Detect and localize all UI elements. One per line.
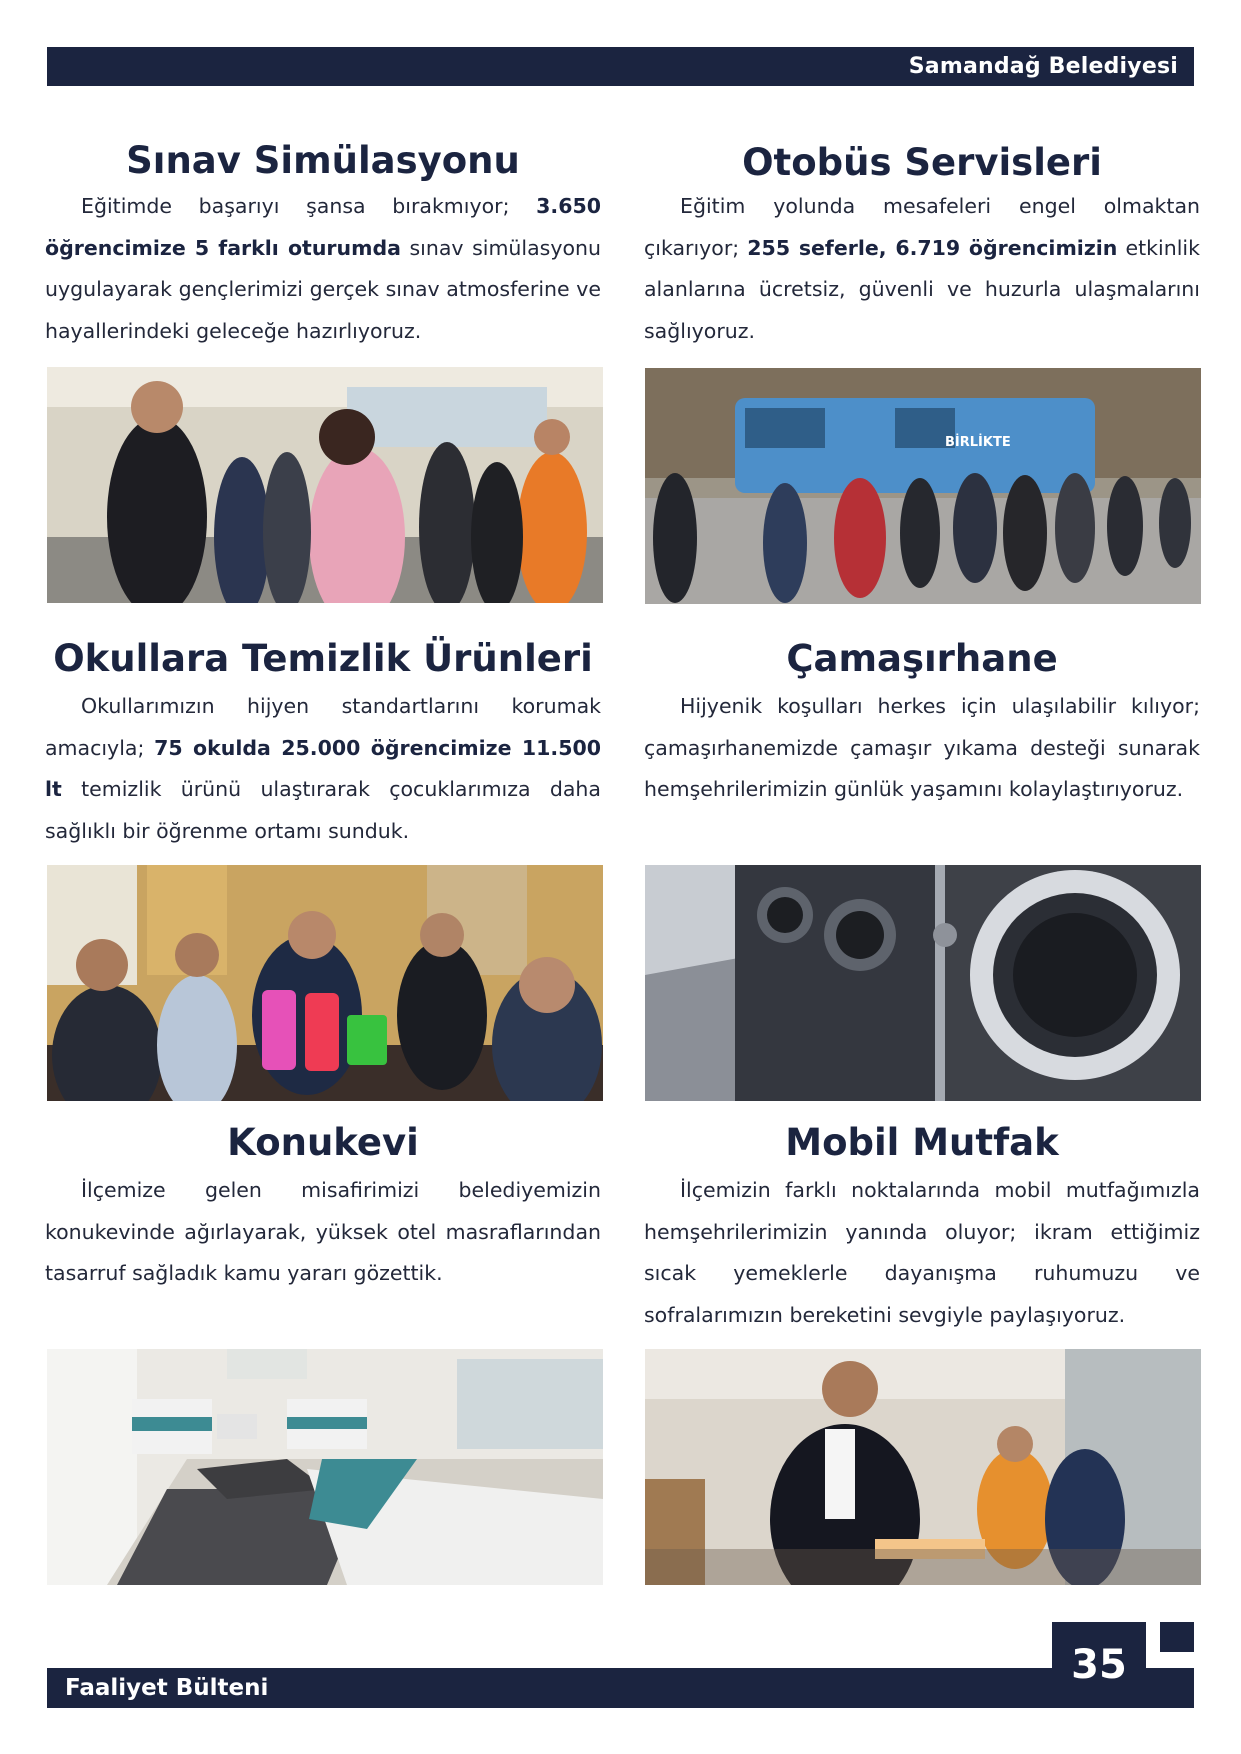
footer-bar bbox=[47, 1668, 1194, 1708]
cleaning-products-photo bbox=[47, 865, 603, 1101]
body-text: temizlik ürünü ulaştırarak çocuklarımıza daha sağlıklı bir öğrenme ortamı sunduk. bbox=[45, 777, 601, 843]
body-text: Hijyenik koşulları herkes için ulaşılabilir kılıyor; çamaşırhanemizde çamaşır yıkama desteği sunarak hemşehrilerimizin günlük yaşamını kolaylaştırıyoruz. bbox=[644, 694, 1200, 801]
header-title: Samandağ Belediyesi bbox=[908, 54, 1178, 79]
footer-title: Faaliyet Bülteni bbox=[65, 1675, 269, 1701]
page-number-box bbox=[1052, 1622, 1146, 1708]
section-text bbox=[45, 186, 601, 352]
exam-simulation-photo bbox=[47, 367, 603, 603]
section-title: Konukevi bbox=[227, 1121, 419, 1164]
section-text bbox=[644, 686, 1200, 811]
body-text: İlçemizin farklı noktalarında mobil mutfağımızla hemşehrilerimizin yanında oluyor; ikram ettiğimiz sıcak yemeklerle dayanışma ruhumuzu ve sofralarımızın bereketini sevgiyle paylaşıyoruz. bbox=[644, 1178, 1200, 1327]
highlight-text: 255 seferle, 6.719 öğrencimizin bbox=[747, 235, 1118, 260]
bus-label: BİRLİKTE bbox=[945, 435, 1011, 450]
body-text: etkinlik alanlarına ücretsiz, güvenli ve huzurla ulaşmalarını sağlıyoruz. bbox=[644, 235, 1200, 343]
section-title: Otobüs Servisleri bbox=[742, 141, 1102, 184]
header-bar bbox=[47, 47, 1194, 86]
section-text bbox=[644, 186, 1200, 352]
body-text: sınav simülasyonu uygulayarak gençlerimizi gerçek sınav atmosferine ve hayallerindeki geleceğe hazırlıyoruz. bbox=[45, 235, 601, 343]
highlight-text: 3.650 öğrencimize 5 farklı oturumda bbox=[45, 194, 601, 260]
guesthouse-photo bbox=[47, 1349, 603, 1585]
body-text: Eğitimde başarıyı şansa bırakmıyor; bbox=[81, 194, 537, 218]
laundry-photo bbox=[645, 865, 1201, 1101]
section-text bbox=[45, 686, 601, 852]
body-text: Eğitim yolunda mesafeleri engel olmaktan çıkarıyor; bbox=[644, 194, 1200, 260]
body-text: İlçemize gelen misafirimizi belediyemizin konukevinde ağırlayarak, yüksek otel masraflarından tasarruf sağladık kamu yararı gözettik. bbox=[45, 1178, 601, 1285]
body-text: Okullarımızın hijyen standartlarını korumak amacıyla; bbox=[45, 694, 601, 760]
section-title: Okullara Temizlik Ürünleri bbox=[53, 637, 593, 680]
section-title: Mobil Mutfak bbox=[785, 1121, 1059, 1164]
bus-services-photo bbox=[645, 368, 1201, 604]
section-text bbox=[45, 1170, 601, 1295]
highlight-text: 75 okulda 25.000 öğrencimize 11.500 lt bbox=[45, 735, 602, 801]
section-text bbox=[644, 1170, 1200, 1336]
section-title: Sınav Simülasyonu bbox=[126, 139, 520, 182]
section-title: Çamaşırhane bbox=[786, 637, 1058, 680]
corner-square bbox=[1160, 1622, 1194, 1652]
page-number: 35 bbox=[1071, 1642, 1127, 1688]
mobile-kitchen-photo bbox=[645, 1349, 1201, 1585]
